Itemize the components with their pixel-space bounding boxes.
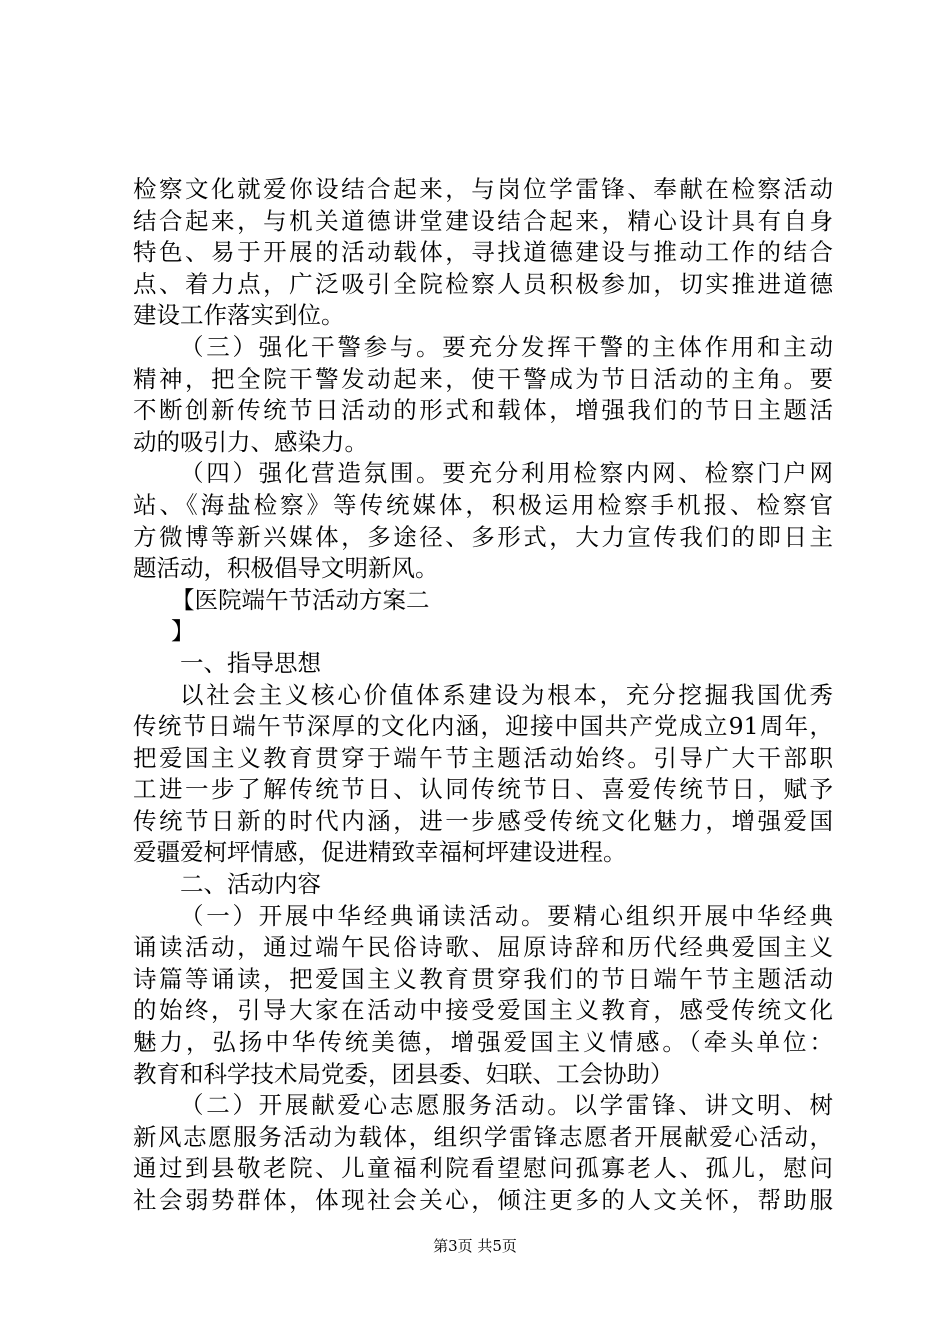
- text-line: 结合起来，与机关道德讲堂建设结合起来，精心设计具有自身: [133, 206, 833, 235]
- text-line: 精神，把全院干警发动起来，使干警成为节日活动的主角。要: [133, 364, 833, 393]
- text-line: 】: [171, 617, 195, 646]
- document-body: [133, 174, 833, 1217]
- text-line: 传统节日端午节深厚的文化内涵，迎接中国共产党成立91周年，: [133, 712, 833, 741]
- text-line: （一）开展中华经典诵读活动。要精心组织开展中华经典: [180, 901, 833, 930]
- text-line: 诵读活动，通过端午民俗诗歌、屈原诗辞和历代经典爱国主义: [133, 933, 833, 962]
- text-line: 站、《海盐检察》等传统媒体，积极运用检察手机报、检察官: [133, 490, 833, 519]
- text-line: 诗篇等诵读，把爱国主义教育贯穿我们的节日端午节主题活动: [133, 964, 833, 993]
- text-line: 题活动，积极倡导文明新风。: [133, 554, 439, 583]
- text-line: 传统节日新的时代内涵，进一步感受传统文化魅力，增强爱国: [133, 806, 833, 835]
- text-line: 通过到县敬老院、儿童福利院看望慰问孤寡老人、孤儿，慰问: [133, 1154, 833, 1183]
- text-line: 【医院端午节活动方案二: [171, 585, 430, 614]
- text-line: 不断创新传统节日活动的形式和载体，增强我们的节日主题活: [133, 396, 833, 425]
- text-line: 魅力，弘扬中华传统美德，增强爱国主义情感。（牵头单位：: [133, 1028, 833, 1057]
- text-line: 把爱国主义教育贯穿于端午节主题活动始终。引导广大干部职: [133, 743, 833, 772]
- text-line: （四）强化营造氛围。要充分利用检察内网、检察门户网: [180, 459, 833, 488]
- text-line: 以社会主义核心价值体系建设为根本，充分挖掘我国优秀: [180, 680, 833, 709]
- text-line: 方微博等新兴媒体，多途径、多形式，大力宣传我们的即日主: [133, 522, 833, 551]
- text-line: 教育和科学技术局党委，团县委、妇联、工会协助）: [133, 1059, 674, 1088]
- text-line: 的始终，引导大家在活动中接受爱国主义教育，感受传统文化: [133, 996, 833, 1025]
- text-line: 社会弱势群体，体现社会关心，倾注更多的人文关怀，帮助服: [133, 1186, 833, 1214]
- text-line: 特色、易于开展的活动载体，寻找道德建设与推动工作的结合: [133, 238, 833, 267]
- text-line: 工进一步了解传统节日、认同传统节日、喜爱传统节日，赋予: [133, 775, 833, 804]
- text-line: （三）强化干警参与。要充分发挥干警的主体作用和主动: [180, 332, 833, 361]
- text-line: 二、活动内容: [180, 870, 321, 899]
- text-line: 爱疆爱柯坪情感，促进精致幸福柯坪建设进程。: [133, 838, 627, 867]
- text-line: 新风志愿服务活动为载体，组织学雷锋志愿者开展献爱心活动，: [133, 1122, 833, 1151]
- text-line: （二）开展献爱心志愿服务活动。以学雷锋、讲文明、树: [180, 1091, 833, 1120]
- text-line: 建设工作落实到位。: [133, 301, 345, 330]
- text-line: 检察文化就爱你设结合起来，与岗位学雷锋、奉献在检察活动: [133, 175, 833, 203]
- text-line: 点、着力点，广泛吸引全院检察人员积极参加，切实推进道德: [133, 269, 833, 298]
- page-footer: 第3页 共5页: [433, 1237, 517, 1255]
- text-line: 动的吸引力、感染力。: [133, 427, 368, 456]
- text-line: 一、指导思想: [180, 648, 321, 677]
